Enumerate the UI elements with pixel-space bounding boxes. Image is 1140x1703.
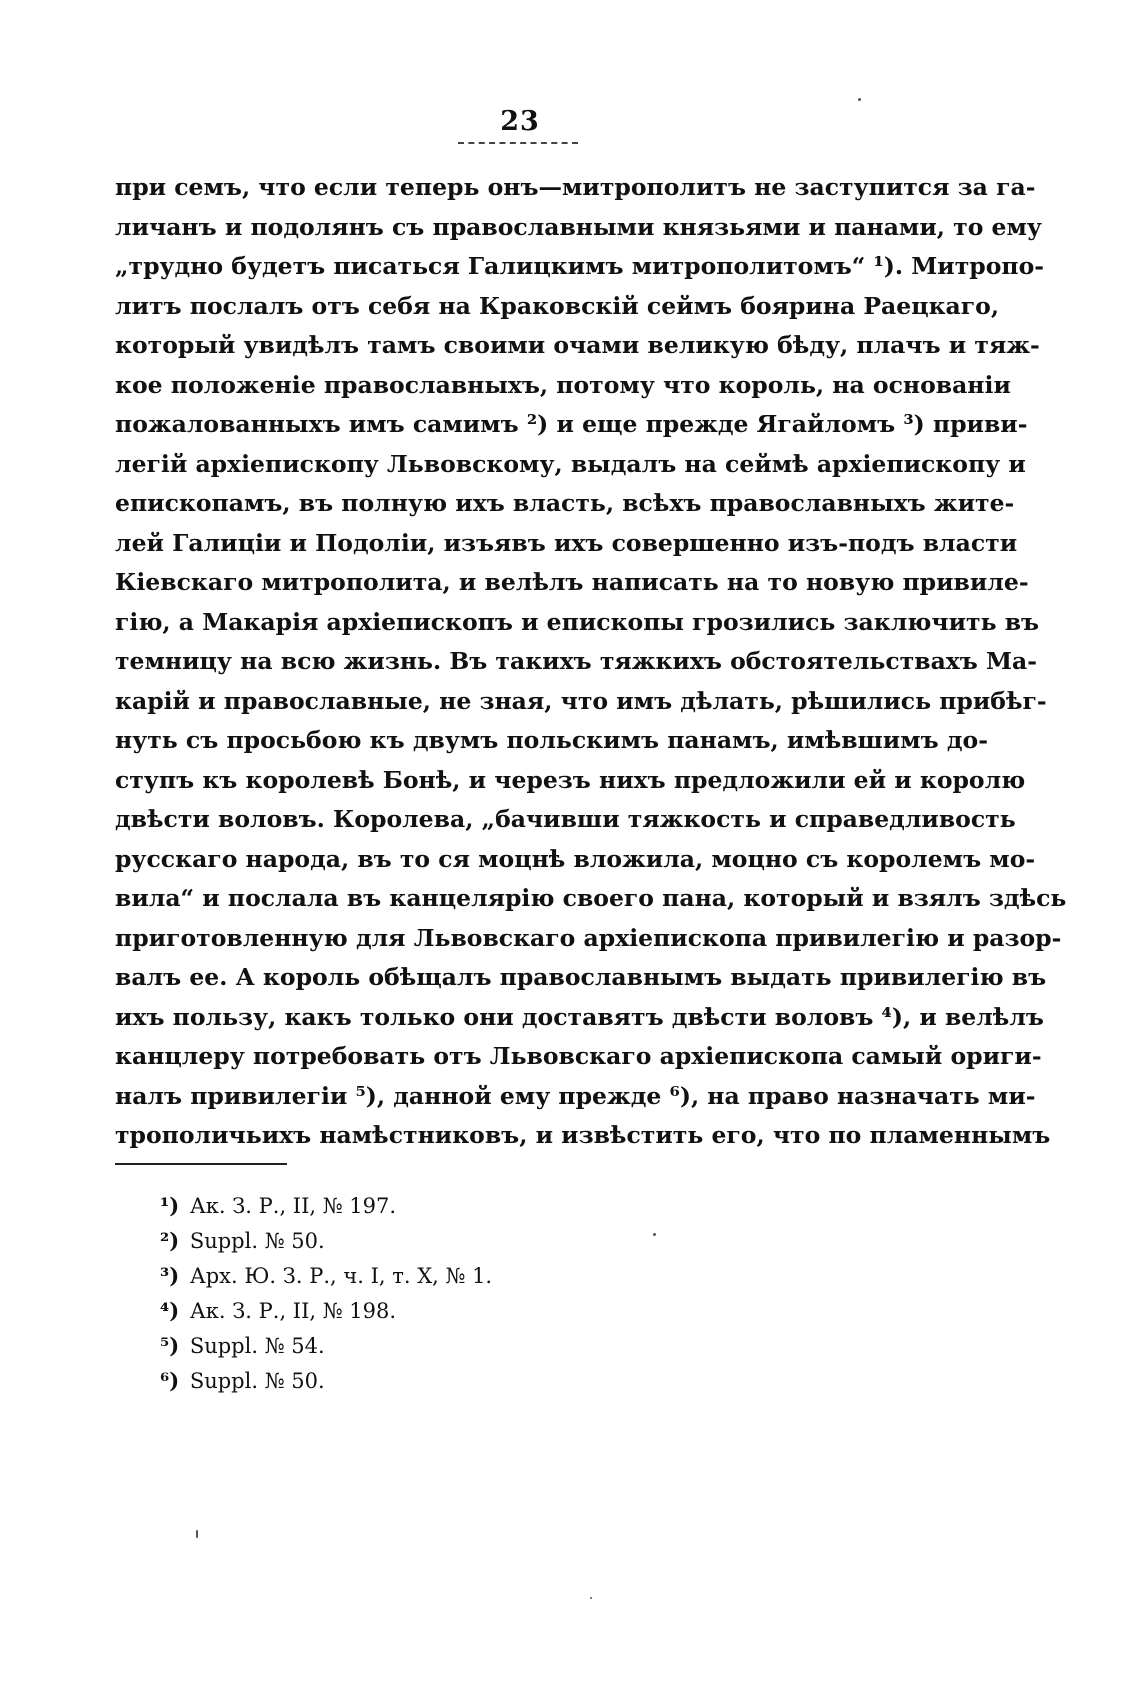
text-line: ихъ пользу, какъ только они доставятъ двѣсти воловъ ⁴), и велѣлъ bbox=[115, 1002, 1044, 1031]
body-text bbox=[115, 168, 1067, 1156]
footnote-divider bbox=[115, 1163, 287, 1165]
footnote-marker: ³) bbox=[160, 1263, 180, 1288]
footnote-text: Арх. Ю. З. Р., ч. I, т. X, № 1. bbox=[189, 1264, 493, 1288]
footnote-marker: ⁵) bbox=[160, 1333, 180, 1358]
text-line: русскаго народа, въ то ся моцнѣ вложила, моцно съ королемъ мо- bbox=[115, 844, 1036, 873]
footnote bbox=[160, 1258, 660, 1293]
footnote-text: Suppl. № 54. bbox=[189, 1334, 325, 1358]
text-line: вила“ и послала въ канцелярію своего пана, который и взялъ здѣсь bbox=[115, 884, 1067, 912]
footnote-text: Suppl. № 50. bbox=[189, 1229, 325, 1253]
footnote bbox=[160, 1188, 660, 1223]
text-line: Кіевскаго митрополита, и велѣлъ написать на то новую привиле- bbox=[115, 568, 1029, 596]
text-line: личанъ и подолянъ съ православными князьями и панами, то ему bbox=[115, 212, 1042, 241]
text-line: приготовленную для Львовскаго архіепископа привилегію и разор- bbox=[115, 923, 1062, 952]
footnote bbox=[160, 1363, 660, 1398]
footnote-marker: ²) bbox=[160, 1228, 180, 1253]
text-line: гію, а Макарія архіепископъ и епископы грозились заключить въ bbox=[115, 607, 1040, 636]
footnote bbox=[160, 1223, 660, 1258]
text-line: пожалованныхъ имъ самимъ ²) и еще прежде Ягайломъ ³) приви- bbox=[115, 410, 1028, 438]
text-line: легій архіепископу Львовскому, выдалъ на сеймѣ архіепископу и bbox=[115, 449, 1026, 478]
scan-speck bbox=[858, 98, 861, 101]
text-line: при семъ, что если теперь онъ—митрополитъ не заступится за га- bbox=[115, 173, 1036, 201]
text-line: „трудно будетъ писаться Галицкимъ митрополитомъ“ ¹). Митропо- bbox=[115, 252, 1045, 280]
text-line: трополичьихъ намѣстниковъ, и извѣстить его, что по пламеннымъ bbox=[115, 1121, 1051, 1149]
scan-speck bbox=[196, 1530, 198, 1538]
footnote-text: Suppl. № 50. bbox=[189, 1369, 325, 1393]
text-line: который увидѣлъ тамъ своими очами великую бѣду, плачъ и тяж- bbox=[115, 331, 1040, 359]
text-line: епископамъ, въ полную ихъ власть, всѣхъ православныхъ жите- bbox=[115, 489, 1015, 517]
text-line: налъ привилегіи ⁵), данной ему прежде ⁶), на право назначать ми- bbox=[115, 1081, 1036, 1110]
footnote bbox=[160, 1328, 660, 1363]
scan-speck bbox=[653, 1233, 656, 1236]
text-line: темницу на всю жизнь. Въ такихъ тяжкихъ обстоятельствахъ Ма- bbox=[115, 647, 1038, 675]
footnote-marker: ⁴) bbox=[160, 1298, 180, 1323]
text-line: нуть съ просьбою къ двумъ польскимъ панамъ, имѣвшимъ до- bbox=[115, 726, 988, 754]
text-line: литъ послалъ отъ себя на Краковскій сеймъ боярина Раецкаго, bbox=[115, 291, 1000, 320]
text-line: карій и православные, не зная, что имъ дѣлать, рѣшились прибѣг- bbox=[115, 686, 1047, 715]
text-line: канцлеру потребовать отъ Львовскаго архіепископа самый ориги- bbox=[115, 1042, 1042, 1070]
footnote-text: Ак. З. Р., II, № 197. bbox=[189, 1194, 397, 1218]
text-line: валъ ее. А король обѣщалъ православнымъ выдать привилегію въ bbox=[115, 963, 1047, 991]
text-line: ступъ къ королевѣ Бонѣ, и черезъ нихъ предложили ей и королю bbox=[115, 765, 1026, 794]
page-number-rule bbox=[458, 142, 578, 144]
footnote bbox=[160, 1293, 660, 1328]
footnote-text: Ак. З. Р., II, № 198. bbox=[189, 1299, 397, 1323]
footnote-marker: ¹) bbox=[160, 1193, 180, 1218]
scan-speck bbox=[590, 1597, 592, 1599]
footnote-marker: ⁶) bbox=[160, 1368, 180, 1393]
page-number: 23 bbox=[500, 106, 540, 137]
text-line: лей Галиціи и Подоліи, изъявъ ихъ совершенно изъ-подъ власти bbox=[115, 528, 1018, 557]
text-line: кое положеніе православныхъ, потому что король, на основаніи bbox=[115, 370, 1011, 399]
text-line: двѣсти воловъ. Королева, „бачивши тяжкость и справедливость bbox=[115, 805, 1016, 833]
footnotes bbox=[160, 1188, 660, 1398]
